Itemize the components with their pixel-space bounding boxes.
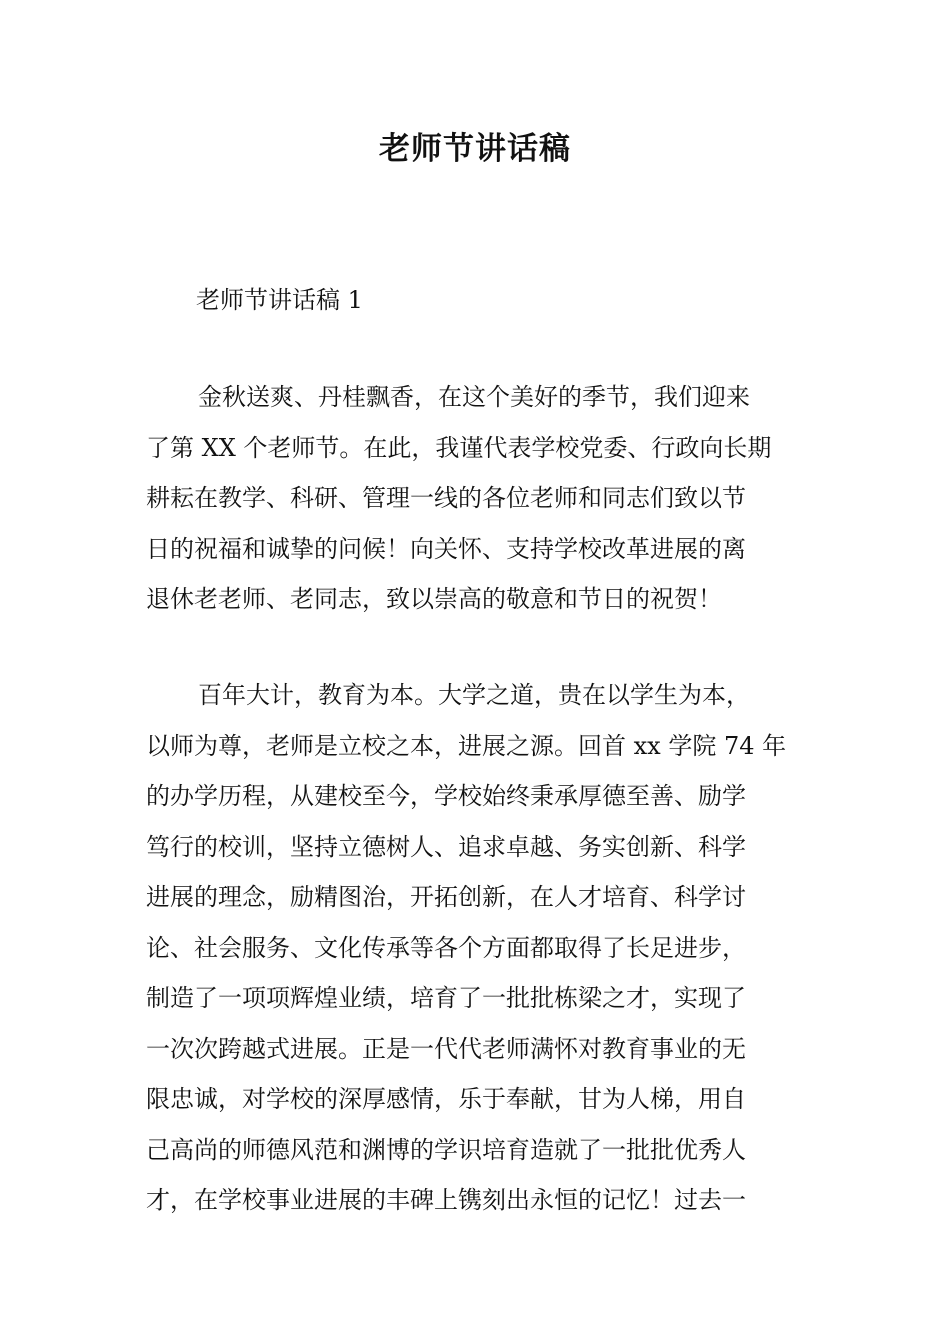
paragraph-line: 一次次跨越式进展。正是一代代老师满怀对教育事业的无 [146, 1034, 746, 1063]
paragraph-line: 的办学历程，从建校至今，学校始终秉承厚德至善、励学 [146, 782, 746, 810]
paragraph-line: 论、社会服务、文化传承等各个方面都取得了长足进步， [146, 933, 746, 962]
paragraph-line: 才，在学校事业进展的丰碑上镌刻出永恒的记忆！过去一 [146, 1186, 746, 1214]
paragraph-line: 以师为尊，老师是立校之本，进展之源。回首 xx 学院 74 年 [146, 731, 787, 760]
paragraph-line: 耕耘在教学、科研、管理一线的各位老师和同志们致以节 [146, 484, 746, 512]
document-title: 老师节讲话稿 [379, 131, 571, 167]
paragraph-1 [146, 372, 806, 625]
paragraph-line: 进展的理念，励精图治，开拓创新，在人才培育、科学讨 [146, 883, 746, 911]
paragraph-2 [146, 670, 806, 1226]
section-heading: 老师节讲话稿 1 [196, 286, 363, 314]
paragraph-line: 退休老老师、老同志，致以崇高的敬意和节日的祝贺！ [146, 585, 722, 613]
paragraph-line: 百年大计，教育为本。大学之道，贵在以学生为本， [198, 681, 750, 709]
paragraph-line: 限忠诚，对学校的深厚感情，乐于奉献，甘为人梯，用自 [146, 1085, 746, 1113]
paragraph-line: 金秋送爽、丹桂飘香，在这个美好的季节，我们迎来 [198, 383, 750, 411]
paragraph-line: 笃行的校训，坚持立德树人、追求卓越、务实创新、科学 [146, 832, 746, 861]
paragraph-line: 了第 XX 个老师节。在此，我谨代表学校党委、行政向长期 [146, 433, 772, 462]
paragraph-line: 己高尚的师德风范和渊博的学识培育造就了一批批优秀人 [146, 1135, 746, 1164]
paragraph-line: 制造了一项项辉煌业绩，培育了一批批栋梁之才，实现了 [146, 984, 746, 1012]
paragraph-line: 日的祝福和诚挚的问候！向关怀、支持学校改革进展的离 [146, 534, 746, 563]
